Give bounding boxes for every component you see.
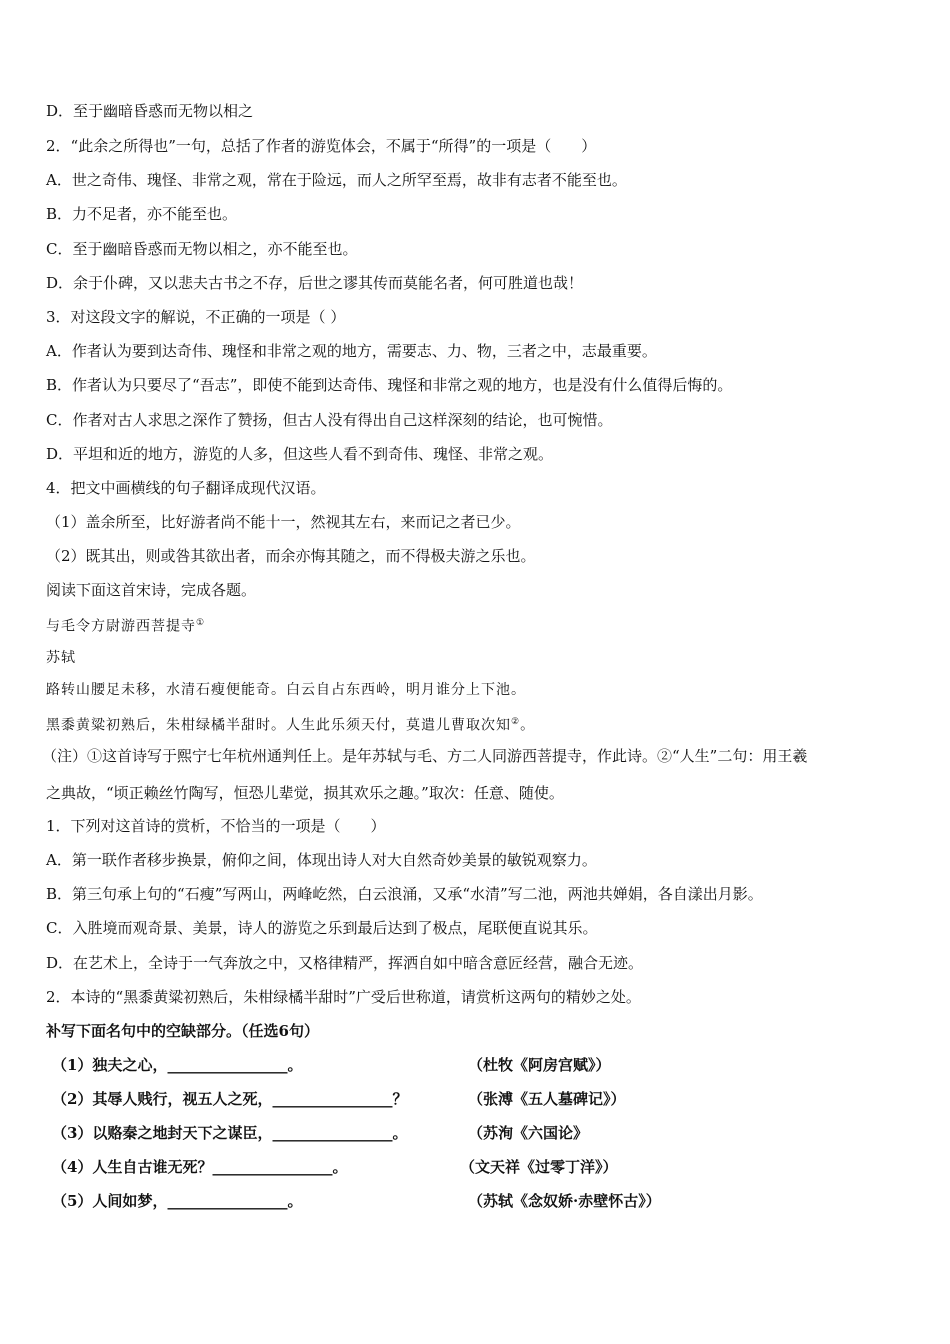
poem-title: 与毛令方尉游西菩提寺① bbox=[46, 618, 206, 635]
fill-in-source: （文天祥《过零丁洋》） bbox=[460, 1158, 618, 1176]
option-text: A．世之奇伟、瑰怪、非常之观，常在于险远，而人之所罕至焉，故非有志者不能至也。 bbox=[46, 171, 627, 189]
footnote-mark: ① bbox=[196, 618, 206, 628]
poem-line: 路转山腰足未移，水清石瘦便能奇。白云自占东西岭，明月谁分上下池。 bbox=[46, 682, 526, 698]
fill-in-source: （杜牧《阿房宫赋》） bbox=[468, 1056, 611, 1074]
option-text: A．第一联作者移步换景，俯仰之间，体现出诗人对大自然奇妙美景的敏锐观察力。 bbox=[46, 851, 597, 869]
fill-in-heading: 补写下面名句中的空缺部分。（任选6句） bbox=[46, 1022, 319, 1040]
fill-in-item: （4）人生自古谁无死？________________。 bbox=[52, 1158, 348, 1176]
fill-in-item: （3）以赂秦之地封天下之谋臣，________________。 bbox=[52, 1124, 408, 1142]
fill-in-item: （1）独夫之心，________________。 bbox=[52, 1056, 303, 1074]
footnote-mark: ② bbox=[511, 717, 521, 727]
question-text: 1．下列对这首诗的赏析，不恰当的一项是（ ） bbox=[46, 817, 386, 835]
option-text: C．作者对古人求思之深作了赞扬，但古人没有得出自己这样深刻的结论，也可惋惜。 bbox=[46, 411, 613, 429]
poem-annotation: 之典故，“顷正赖丝竹陶写，恒恐儿辈觉，损其欢乐之趣。”取次：任意、随使。 bbox=[46, 784, 564, 802]
question-text: 2．本诗的“黑黍黄粱初熟后，朱柑绿橘半甜时”广受后世称道，请赏析这两句的精妙之处。 bbox=[46, 988, 641, 1006]
question-text: 4．把文中画横线的句子翻译成现代汉语。 bbox=[46, 479, 326, 497]
section-instruction: 阅读下面这首宋诗，完成各题。 bbox=[46, 581, 257, 599]
option-text: B．力不足者，亦不能至也。 bbox=[46, 205, 238, 223]
option-text: B．第三句承上句的“石瘦”写两山，两峰屹然，白云浪涌，又承“水清”写二池，两池共婵娟，各自漾出月影。 bbox=[46, 885, 763, 903]
option-text: D．余于仆碑，又以悲夫古书之不存，后世之谬其传而莫能名者，何可胜道也哉！ bbox=[46, 274, 584, 292]
poem-author: 苏轼 bbox=[46, 650, 76, 666]
option-text: B．作者认为只要尽了“吾志”，即使不能到达奇伟、瑰怪和非常之观的地方，也是没有什么值得后悔的。 bbox=[46, 376, 733, 394]
sub-question-text: （1）盖余所至，比好游者尚不能十一，然视其左右，来而记之者已少。 bbox=[46, 513, 521, 531]
fill-in-item: （5）人间如梦，________________。 bbox=[52, 1192, 303, 1210]
option-text: C．至于幽暗昏惑而无物以相之，亦不能至也。 bbox=[46, 240, 358, 258]
poem-line: 黑黍黄粱初熟后，朱柑绿橘半甜时。人生此乐须天付，莫遣儿曹取次知②。 bbox=[46, 717, 536, 734]
option-text: A．作者认为要到达奇伟、瑰怪和非常之观的地方，需要志、力、物，三者之中，志最重要。 bbox=[46, 342, 657, 360]
poem-annotation: （注）①这首诗写于熙宁七年杭州通判任上。是年苏轼与毛、方二人同游西菩提寺，作此诗。②“人生”二句：用王羲 bbox=[42, 747, 808, 765]
fill-in-source: （苏洵《六国论》 bbox=[468, 1124, 589, 1142]
option-text: D．至于幽暗昏惑而无物以相之 bbox=[46, 102, 254, 120]
option-text: C．入胜境而观奇景、美景，诗人的游览之乐到最后达到了极点，尾联便直说其乐。 bbox=[46, 919, 598, 937]
question-text: 2．“此余之所得也”一句，总括了作者的游览体会，不属于“所得”的一项是（ ） bbox=[46, 137, 597, 155]
fill-in-source: （苏轼《念奴娇·赤壁怀古》） bbox=[468, 1192, 661, 1210]
fill-in-item: （2）其辱人贱行，视五人之死，________________？ bbox=[52, 1090, 408, 1108]
question-text: 3．对这段文字的解说，不正确的一项是（ ） bbox=[46, 308, 346, 326]
fill-in-source: （张溥《五人墓碑记》） bbox=[468, 1090, 626, 1108]
option-text: D．平坦和近的地方，游览的人多，但这些人看不到奇伟、瑰怪、非常之观。 bbox=[46, 445, 554, 463]
sub-question-text: （2）既其出，则或咎其欲出者，而余亦悔其随之，而不得极夫游之乐也。 bbox=[46, 547, 536, 565]
option-text: D．在艺术上，全诗于一气奔放之中，又格律精严，挥洒自如中暗含意匠经营，融合无迹。 bbox=[46, 954, 644, 972]
